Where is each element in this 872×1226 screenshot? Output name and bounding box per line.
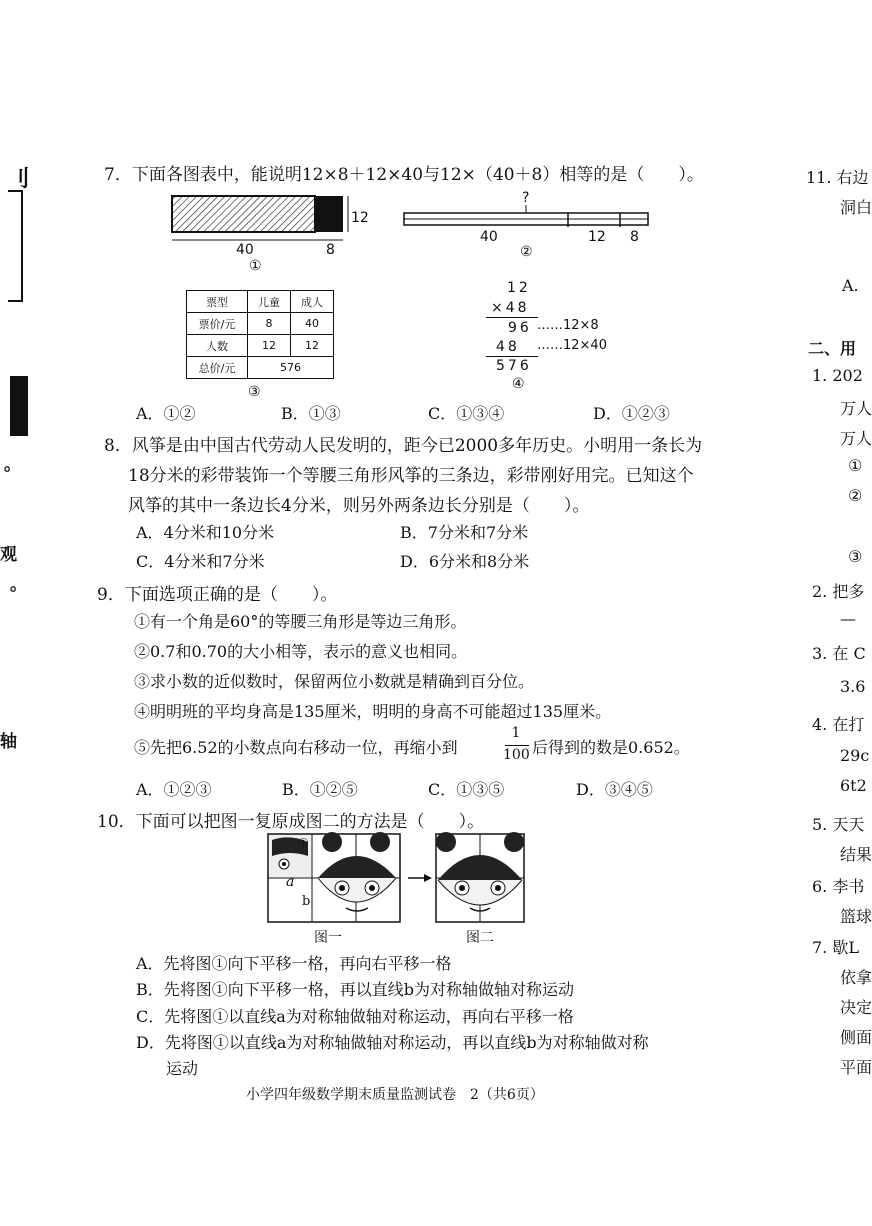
- fig2-label-8: 8: [630, 229, 639, 245]
- left-edge-text-1: 。: [4, 455, 21, 475]
- right-item-4: 4. 在打: [812, 715, 865, 734]
- q7-option-a[interactable]: A．①②: [136, 404, 196, 423]
- fig4-line-4: 48: [496, 339, 520, 355]
- fig4-rule-1: [486, 317, 538, 318]
- q8-option-a[interactable]: A．4分米和10分米: [136, 523, 275, 542]
- table-cell: 576: [248, 357, 334, 379]
- fig1-label-12: 12: [351, 210, 369, 226]
- q10-option-c[interactable]: C．先将图①以直线a为对称轴做轴对称运动，再向右平移一格: [136, 1007, 574, 1026]
- fig3-caption: ③: [248, 384, 261, 400]
- q9-item-5-before: ⑤先把6.52的小数点向右移动一位，再缩小到: [134, 738, 458, 757]
- right-item-5: 5. 天天: [812, 815, 865, 834]
- right-item-1e: ③: [848, 547, 863, 566]
- q7-option-d[interactable]: D．①②③: [593, 404, 670, 423]
- q9-option-a[interactable]: A．①②③: [136, 780, 212, 799]
- q7-figure-1: [160, 190, 380, 280]
- left-edge-glyph-top: 刂: [8, 167, 31, 192]
- q8-option-c[interactable]: C．4分米和7分米: [136, 552, 265, 571]
- fig4-caption: ④: [512, 376, 525, 392]
- q9-item-4: ④明明班的平均身高是135厘米，明明的身高不可能超过135厘米。: [134, 702, 612, 721]
- left-edge-bracket: [8, 190, 23, 302]
- fig4-note-3: ……12×8: [537, 318, 599, 333]
- right-section-heading: 二、用: [808, 339, 857, 358]
- fig4-rule-2: [486, 356, 538, 357]
- right-item-7a: 依拿: [840, 968, 872, 987]
- table-cell: 人数: [187, 335, 248, 357]
- q9-item-1: ①有一个角是60°的等腰三角形是等边三角形。: [134, 612, 467, 631]
- q7-figure-3-table: [186, 290, 334, 379]
- table-row: [187, 313, 334, 335]
- right-item-1c: ①: [848, 456, 863, 475]
- q9-fraction-denominator: 100: [503, 747, 530, 763]
- q10-option-a[interactable]: A．先将图①向下平移一格，再向右平移一格: [136, 954, 452, 973]
- q9-item-5-after: 后得到的数是0.652。: [532, 738, 690, 757]
- right-q11-line-2: 洞白: [840, 198, 872, 217]
- right-item-6: 6. 李书: [812, 877, 865, 896]
- fig1-label-8: 8: [326, 242, 335, 258]
- q7-option-b[interactable]: B．①③: [281, 404, 341, 423]
- right-item-1a: 万人: [840, 399, 872, 418]
- q9-item-3: ③求小数的近似数时，保留两位小数就是精确到百分位。: [134, 672, 535, 691]
- right-item-1b: 万人: [840, 429, 872, 448]
- left-edge-text-2: 观: [0, 545, 17, 565]
- fig-one-mark-circle: ①: [298, 836, 309, 850]
- table-row: [187, 291, 334, 313]
- right-item-4b: 6t2: [840, 776, 867, 795]
- fig4-line-2: ×48: [491, 300, 530, 316]
- q10-stem: 10．下面可以把图一复原成图二的方法是（ ）。: [97, 812, 485, 832]
- q7-option-c[interactable]: C．①③④: [428, 404, 505, 423]
- fig1-bar-40: [172, 196, 315, 232]
- right-item-3: 3. 在 C: [812, 644, 866, 663]
- fig2-label-12: 12: [588, 229, 606, 245]
- q9-option-c[interactable]: C．①③⑤: [428, 780, 505, 799]
- q8-option-d[interactable]: D．6分米和8分米: [400, 552, 530, 571]
- right-item-2: 2. 把多: [812, 582, 865, 601]
- q8-line-2: 18分米的彩带装饰一个等腰三角形风筝的三条边，彩带刚好用完。已知这个: [128, 466, 694, 486]
- q9-fraction-numerator: 1: [511, 725, 521, 741]
- q8-line-1: 8．风筝是由中国古代劳动人民发明的，距今已2000多年历史。小明用一条长为: [104, 436, 703, 456]
- q7-figure-2: [400, 205, 660, 245]
- q9-fraction-bar: [505, 745, 529, 746]
- right-item-2a: —: [840, 609, 856, 628]
- fig1-label-40: 40: [236, 242, 254, 258]
- q10-option-d[interactable]: D．先将图①以直线a为对称轴做轴对称运动，再以直线b为对称轴做对称: [136, 1033, 649, 1052]
- right-item-7b: 决定: [840, 998, 872, 1017]
- right-item-6a: 篮球: [840, 907, 872, 926]
- fig2-label-40: 40: [480, 229, 498, 245]
- fig4-note-4: ……12×40: [537, 338, 607, 353]
- right-item-7d: 平面: [840, 1058, 872, 1077]
- right-item-7: 7. 歇L: [812, 938, 859, 957]
- table-cell: 票型: [187, 291, 248, 313]
- table-cell: 票价/元: [187, 313, 248, 335]
- fig4-line-3: 96: [508, 320, 532, 336]
- fig4-line-1: 12: [507, 280, 531, 296]
- q8-option-b[interactable]: B．7分米和7分米: [400, 523, 529, 542]
- q10-option-d-continued: 运动: [166, 1059, 199, 1078]
- q9-item-2: ②0.7和0.70的大小相等，表示的意义也相同。: [134, 642, 468, 661]
- right-q11-option: A.: [842, 276, 859, 295]
- q8-line-3: 风筝的其中一条边长4分米，则另外两条边长分别是（ ）。: [128, 496, 590, 516]
- fig-one-mark-a: a: [286, 874, 295, 890]
- figure-two-grid: [436, 832, 524, 922]
- fig4-line-5: 576: [496, 358, 532, 374]
- left-edge-text-4: 轴: [0, 732, 17, 752]
- fig2-caption: ②: [520, 244, 533, 260]
- fig1-caption: ①: [249, 258, 262, 274]
- table-cell: 8: [248, 313, 291, 335]
- table-cell: 40: [291, 313, 334, 335]
- table-row: [187, 357, 334, 379]
- left-edge-black-bar: [10, 376, 28, 436]
- table-row: [187, 335, 334, 357]
- fig-one-caption: 图一: [314, 930, 342, 946]
- table-cell: 成人: [291, 291, 334, 313]
- table-cell: 总价/元: [187, 357, 248, 379]
- right-item-1d: ②: [848, 486, 863, 505]
- table-cell: 儿童: [248, 291, 291, 313]
- q9-option-b[interactable]: B．①②⑤: [282, 780, 358, 799]
- fig-one-mark-b: b: [302, 894, 311, 909]
- right-item-4a: 29c: [840, 746, 870, 765]
- q10-option-b[interactable]: B．先将图①向下平移一格，再以直线b为对称轴做轴对称运动: [136, 980, 575, 999]
- fig1-bar-8: [315, 196, 343, 232]
- right-q11-line-1: 11. 右边: [806, 168, 869, 187]
- q7-stem: 7．下面各图表中，能说明12×8＋12×40与12×（40＋8）相等的是（ ）。: [104, 165, 704, 185]
- right-item-5a: 结果: [840, 845, 872, 864]
- q9-option-d[interactable]: D．③④⑤: [576, 780, 653, 799]
- right-item-7c: 侧面: [840, 1028, 872, 1047]
- table-cell: 12: [248, 335, 291, 357]
- right-item-3a: 3.6: [840, 677, 866, 696]
- left-edge-text-3: 。: [10, 575, 27, 595]
- right-item-1: 1. 202: [812, 366, 863, 385]
- fig-two-caption: 图二: [466, 930, 494, 946]
- table-cell: 12: [291, 335, 334, 357]
- fig2-label-question: ?: [522, 190, 530, 206]
- q9-stem: 9．下面选项正确的是（ ）。: [97, 585, 338, 605]
- page-footer: 小学四年级数学期末质量监测试卷 2（共6页）: [246, 1087, 544, 1103]
